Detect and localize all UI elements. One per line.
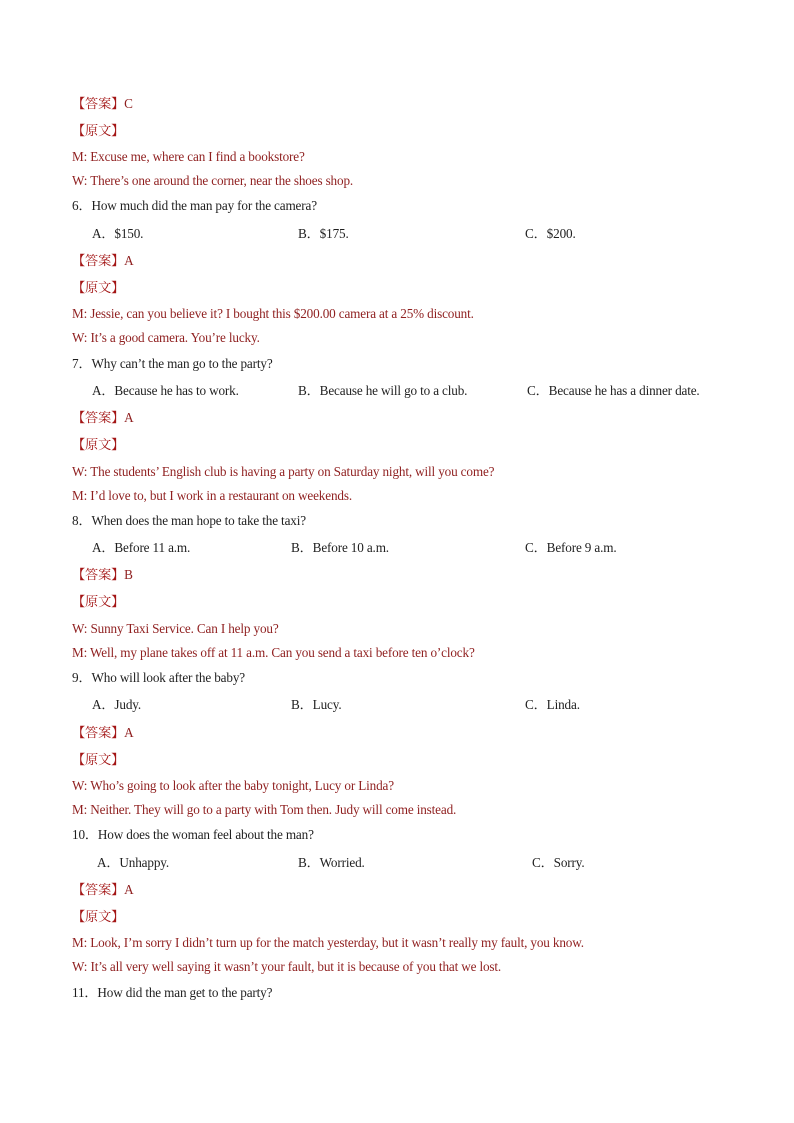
transcript-line: W: Who’s going to look after the baby tonight, Lucy or Linda? — [72, 778, 394, 793]
option-c: C．Sorry. — [532, 855, 585, 870]
answer-label: 【答案】 — [72, 253, 125, 268]
option-b: B．Before 10 a.m. — [291, 540, 389, 555]
original-label: 【原文】 — [72, 909, 125, 924]
answer-line — [72, 566, 133, 584]
answer-label: 【答案】 — [72, 410, 125, 425]
original-label: 【原文】 — [72, 123, 125, 138]
answer-value: C — [124, 96, 133, 111]
original-label: 【原文】 — [72, 437, 125, 452]
question-6: 6．How much did the man pay for the camera? — [72, 198, 317, 213]
answer-value: A — [124, 882, 134, 897]
transcript-line: W: Sunny Taxi Service. Can I help you? — [72, 621, 279, 636]
option-c: C．Because he has a dinner date. — [527, 383, 700, 398]
option-c: C．$200. — [525, 226, 576, 241]
transcript-line: W: It’s all very well saying it wasn’t your fault, but it is because of you that we lost. — [72, 959, 502, 974]
transcript-line: W: The students’ English club is having a party on Saturday night, will you come? — [72, 464, 495, 479]
question-11: 11．How did the man get to the party? — [72, 985, 273, 1000]
option-b: B．$175. — [298, 226, 349, 241]
transcript-line: M: Excuse me, where can I find a bookstore? — [72, 149, 305, 164]
answer-line — [72, 724, 134, 742]
answer-value: A — [124, 725, 134, 740]
option-c: C．Before 9 a.m. — [525, 540, 617, 555]
answer-label: 【答案】 — [72, 567, 125, 582]
answer-line — [72, 409, 134, 427]
transcript-line: M: Jessie, can you believe it? I bought this $200.00 camera at a 25% discount. — [72, 306, 474, 321]
option-a: A．Before 11 a.m. — [92, 540, 191, 555]
answer-label: 【答案】 — [72, 96, 125, 111]
original-label: 【原文】 — [72, 594, 125, 609]
original-label: 【原文】 — [72, 280, 125, 295]
transcript-line: M: Well, my plane takes off at 11 a.m. Can you send a taxi before ten o’clock? — [72, 645, 475, 660]
question-7: 7．Why can’t the man go to the party? — [72, 356, 273, 371]
original-label: 【原文】 — [72, 752, 125, 767]
option-a: A．$150. — [92, 226, 144, 241]
option-a: A．Judy. — [92, 697, 142, 712]
transcript-line: M: Look, I’m sorry I didn’t turn up for the match yesterday, but it wasn’t really my fault, you know. — [72, 935, 584, 950]
answer-value: A — [124, 253, 134, 268]
question-9: 9．Who will look after the baby? — [72, 670, 245, 685]
transcript-line: W: There’s one around the corner, near the shoes shop. — [72, 173, 354, 188]
answer-value: B — [124, 567, 133, 582]
transcript-line: W: It’s a good camera. You’re lucky. — [72, 330, 260, 345]
question-8: 8．When does the man hope to take the taxi? — [72, 513, 306, 528]
transcript-line: M: I’d love to, but I work in a restaurant on weekends. — [72, 488, 352, 503]
option-b: B．Worried. — [298, 855, 365, 870]
answer-line — [72, 881, 134, 899]
question-10: 10．How does the woman feel about the man? — [72, 827, 314, 842]
answer-value: A — [124, 410, 134, 425]
transcript-line: M: Neither. They will go to a party with Tom then. Judy will come instead. — [72, 802, 457, 817]
option-c: C．Linda. — [525, 697, 580, 712]
option-a: A．Unhappy. — [97, 855, 169, 870]
option-b: B．Because he will go to a club. — [298, 383, 468, 398]
answer-line — [72, 95, 133, 113]
answer-label: 【答案】 — [72, 725, 125, 740]
answer-label: 【答案】 — [72, 882, 125, 897]
option-a: A．Because he has to work. — [92, 383, 239, 398]
answer-line — [72, 252, 134, 270]
option-b: B．Lucy. — [291, 697, 342, 712]
